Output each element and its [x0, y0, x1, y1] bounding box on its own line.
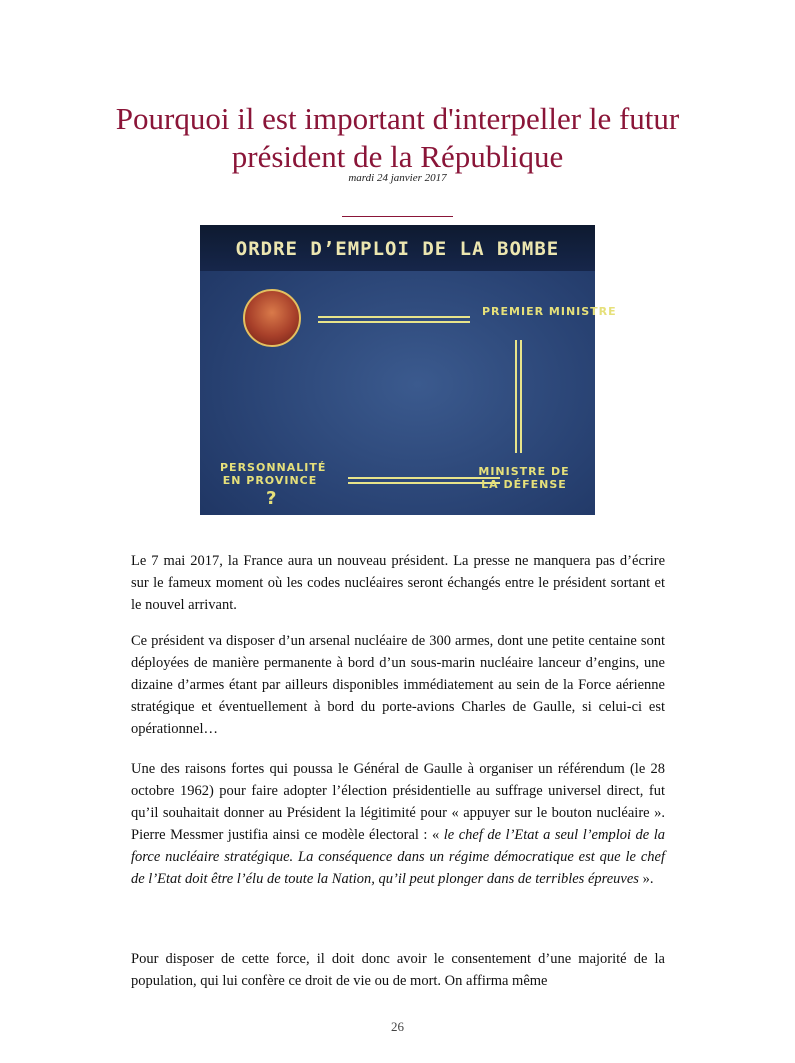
paragraph-4: Pour disposer de cette force, il doit donc avoir le consentement d’une majorité de la population, qui lui confère ce droit de vie ou de mort. On affirma même — [131, 951, 665, 989]
paragraph-3 — [131, 758, 665, 890]
paragraph-3-start: Une des raisons fortes qui poussa le Général de Gaulle à organiser un référendum (le 28 octobre 1962) pour faire adopter l’élection présidentielle au suffrage universel direct, fut qu’il souhaitait donner au Président la légitimité pour « appuyer sur le bouton nucléaire ». Pierre Messmer justifia ainsi ce modèle électoral : « — [131, 761, 665, 843]
figure-title: ORDRE D’EMPLOI DE LA BOMBE — [235, 238, 560, 260]
article-title: Pourquoi il est important d'interpeller le futur président de la République — [115, 101, 680, 174]
label-question-mark: ? — [266, 488, 278, 509]
messmer-quote: le chef de l’Etat a seul l’emploi de la force nucléaire stratégique. La conséquence dans un régime démocratique est que le chef de l’Etat doit être l’élu de toute la Nation, qu’il peut plonger dans de terribles épreuves — [131, 827, 665, 887]
bomb-order-figure — [200, 225, 617, 515]
title-divider — [342, 216, 453, 217]
label-personnalite-province: PERSONNALITÉ EN PROVINCE — [220, 461, 327, 487]
article-date: mardi 24 janvier 2017 — [348, 172, 447, 184]
paragraph-2: Ce président va disposer d’un arsenal nucléaire de 300 armes, dont une petite centaine sont déployées de manière permanente à bord d’un sous-marin nucléaire lanceur d’engins, une dizaine d’armes étant par ailleurs disponibles immédiatement au sein de la Force aérienne stratégique et éventuellement à bord du porte-avions Charles de Gaulle, si celui-ci est opérationnel… — [131, 633, 665, 737]
arrow-premier-to-ministre — [516, 340, 521, 453]
page-number: 26 — [391, 1019, 404, 1034]
arrow-president-to-premier — [318, 317, 470, 322]
paragraph-3-end: ». — [638, 871, 654, 887]
label-ministre-defense: MINISTRE DE LA DÉFENSE — [478, 465, 570, 491]
label-premier-ministre: PREMIER MINISTRE — [482, 305, 617, 318]
paragraph-1: Le 7 mai 2017, la France aura un nouveau président. La presse ne manquera pas d’écrire sur le fameux moment où les codes nucléaires seront échangés entre le président sortant et le nouvel arrivant. — [131, 553, 665, 613]
